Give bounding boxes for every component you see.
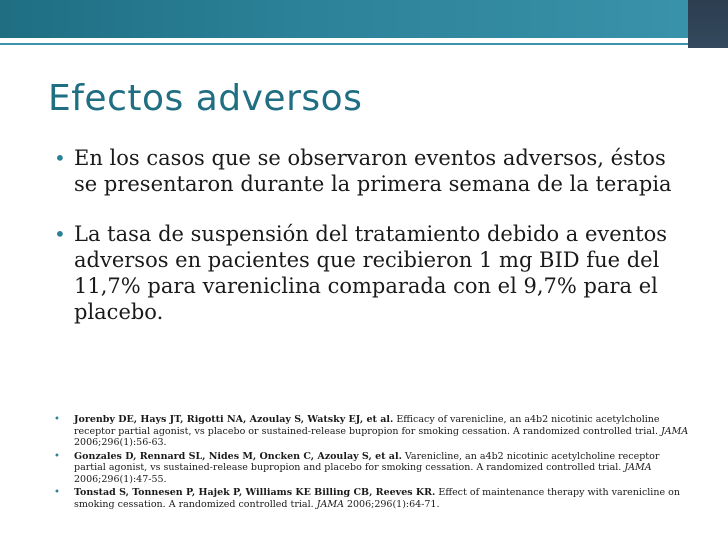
bullet-icon: •	[54, 487, 60, 498]
header-corner-block	[688, 0, 728, 48]
bullet-icon: •	[54, 450, 60, 462]
reference-title: Varenicline, an a4b2 nicotinic acetylcholine receptor partial agonist, vs sustained-release bupropion and placebo for smoking cessation. A randomized controlled trial.	[74, 450, 660, 473]
reference-authors: Gonzales D, Rennard SL, Nides M, Oncken C, Azoulay S, et al.	[74, 450, 402, 462]
reference-title: Effect of maintenance therapy with varenicline on smoking cessation. A randomized controlled trial.	[74, 487, 680, 510]
reference-authors: Jorenby DE, Hays JT, Rigotti NA, Azoulay S, Watsky EJ, et al.	[74, 414, 394, 425]
reference-journal: JAMA	[624, 462, 652, 473]
reference-item	[52, 414, 692, 449]
bullet-item	[52, 221, 692, 325]
bullet-item	[52, 145, 692, 197]
reference-authors: Tonstad S, Tonnesen P, Hajek P, Williams KE Billing CB, Reeves KR.	[74, 487, 436, 498]
reference-item	[52, 451, 692, 486]
bullet-text: En los casos que se observaron eventos adversos, éstos se presentaron durante la primera semana de la terapia	[74, 146, 672, 196]
reference-citation: 2006;296(1):47-55.	[74, 473, 167, 485]
reference-citation: 2006;296(1):64-71.	[343, 498, 440, 510]
bullet-icon: •	[54, 414, 60, 425]
bullet-icon: •	[54, 146, 66, 170]
reference-list	[52, 414, 692, 510]
header-band	[0, 0, 728, 48]
reference-journal: JAMA	[316, 498, 344, 510]
bullet-text: La tasa de suspensión del tratamiento debido a eventos adversos en pacientes que recibieron 1 mg BID fue del 11,7% para vareniclina comparada con el 9,7% para el placebo.	[74, 222, 668, 324]
reference-journal: JAMA	[661, 425, 689, 437]
slide-title: Efectos adversos	[48, 78, 363, 119]
main-bullet-list	[52, 145, 692, 325]
reference-item	[52, 487, 692, 510]
reference-title: Efficacy of varenicline, an a4b2 nicotinic acetylcholine receptor partial agonist, vs placebo or sustained-release bupropion for smoking cessation. A randomized controlled trial.	[74, 414, 661, 437]
header-teal-stripe	[0, 0, 728, 38]
reference-citation: 2006;296(1):56-63.	[74, 437, 167, 448]
header-divider-line	[0, 43, 728, 45]
bullet-icon: •	[54, 222, 66, 246]
